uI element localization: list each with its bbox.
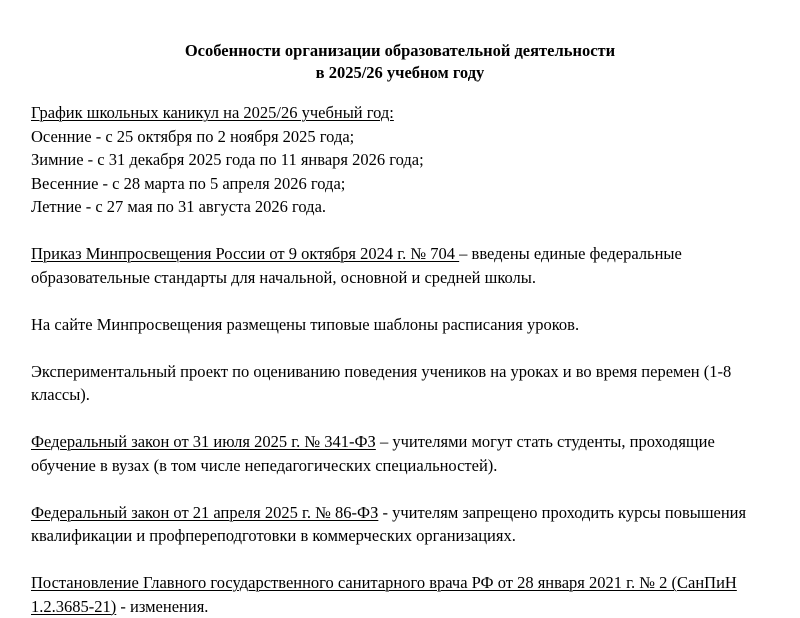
page-title: [0, 0, 800, 84]
paragraph-lesson-templates-text: На сайте Минпросвещения размещены типовые шаблоны расписания уроков.: [31, 314, 580, 334]
page-title-line-2: в 2025/26 учебном году: [315, 63, 485, 82]
paragraph-law-341-fz-text: – учителями могут стать студенты, проходящие обучение в вузах (в том числе непедагогических специальностей).: [31, 432, 715, 475]
paragraph-lesson-templates: [31, 313, 768, 337]
paragraph-law-86-fz-reference: Федеральный закон от 21 апреля 2025 г. № 86-ФЗ: [31, 502, 379, 522]
paragraph-law-86-fz: [31, 501, 768, 548]
paragraph-law-86-fz-text: - учителям запрещено проходить курсы повышения квалификации и профпереподготовки в коммерческих организациях.: [31, 502, 747, 545]
page-title-line-1: Особенности организации образовательной деятельности: [184, 41, 616, 60]
paragraph-law-341-fz-reference: Федеральный закон от 31 июля 2025 г. № 341-ФЗ: [31, 432, 376, 451]
paragraph-order-704-text: – введены единые федеральные образовательные стандарты для начальной, основной и средней школы.: [31, 244, 682, 287]
holidays-item-spring: Весенние - с 28 марта по 5 апреля 2026 года;: [31, 173, 346, 193]
holidays-item-summer: Летние - с 27 мая по 31 августа 2026 года.: [31, 197, 327, 216]
paragraph-order-704: [31, 242, 768, 289]
paragraph-order-704-reference: Приказ Минпросвещения России от 9 октября 2024 г. № 704: [31, 244, 460, 263]
holidays-heading: График школьных каникул на 2025/26 учебный год:: [31, 103, 394, 122]
paragraph-sanpin-decree-text: - изменения.: [116, 596, 209, 616]
paragraph-law-341-fz: [31, 430, 768, 477]
paragraph-sanpin-decree-reference: Постановление Главного государственного санитарного врача РФ от 28 января 2021 г. № 2 (СанПиН 1.2.3685-21): [31, 573, 737, 616]
paragraph-sanpin-decree: [31, 571, 768, 618]
holidays-item-autumn: Осенние - с 25 октября по 2 ноября 2025 года;: [31, 126, 355, 146]
paragraph-behavior-pilot-text: Экспериментальный проект по оцениванию поведения учеников на уроках и во время перемен (1-8 классы).: [31, 361, 732, 404]
paragraph-behavior-pilot: [31, 360, 768, 407]
document-body: [0, 101, 800, 618]
holidays-item-winter: Зимние - с 31 декабря 2025 года по 11 января 2026 года;: [31, 150, 424, 169]
holidays-section: [31, 101, 768, 219]
